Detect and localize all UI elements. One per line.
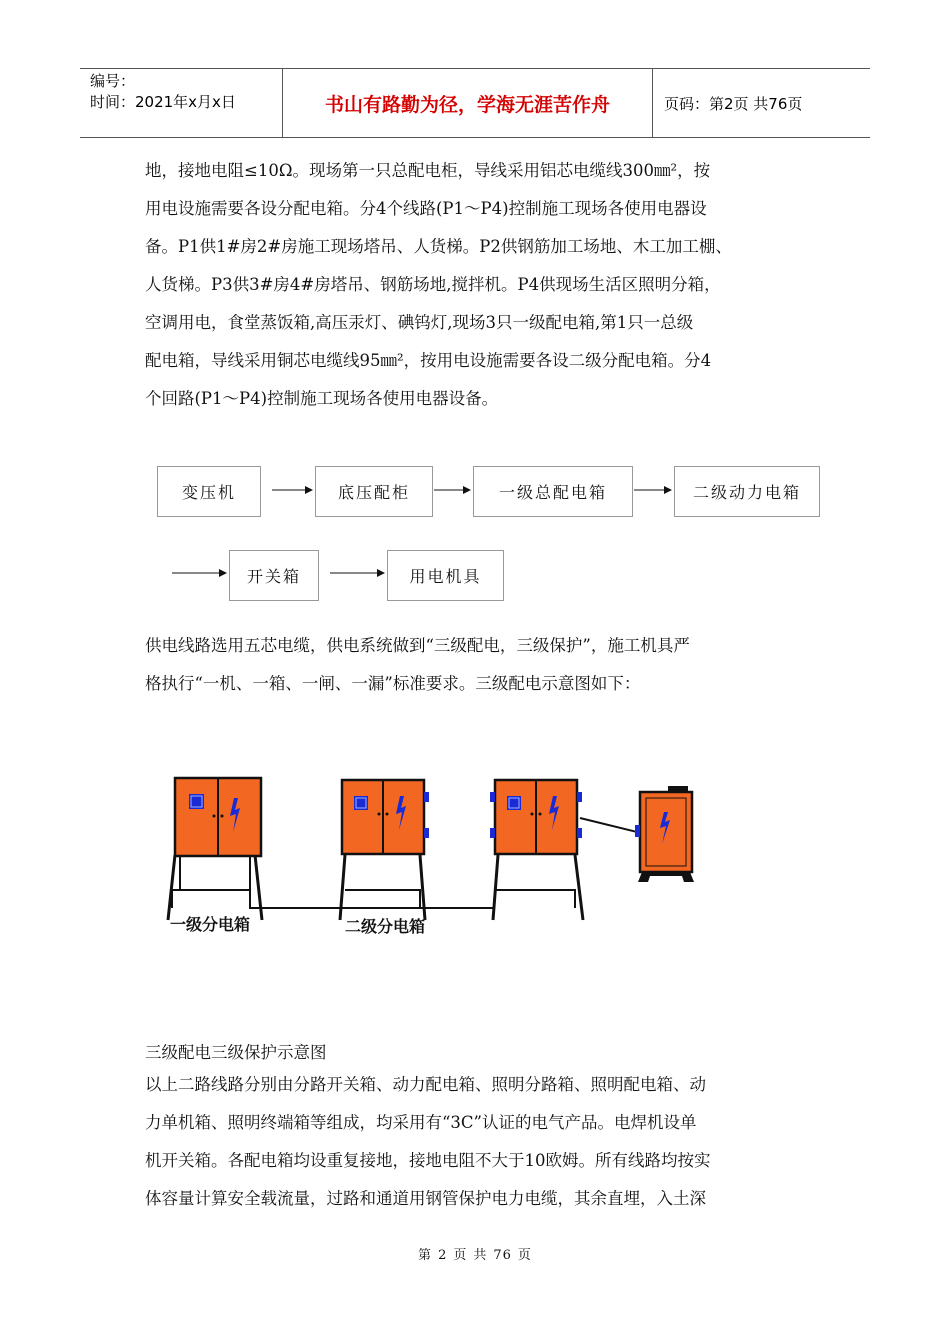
flow-box-transformer: 变压机 (157, 466, 261, 517)
text-line: 以上二路线路分别由分路开关箱、动力配电箱、照明分路箱、照明配电箱、动 (145, 1075, 706, 1094)
body-paragraph-1 (145, 152, 825, 418)
cable (580, 818, 637, 832)
body-paragraph-2 (145, 627, 825, 703)
header-page-number: 页码：第2页 共76页 (664, 94, 803, 113)
ground-cable (345, 890, 495, 908)
header-number: 编号： (90, 72, 136, 90)
distribution-illustration (150, 770, 710, 945)
flow-box-switch-box: 开关箱 (229, 550, 319, 601)
level2-box (340, 780, 429, 920)
flow-box-level2-power-box: 二级动力电箱 (674, 466, 820, 517)
text-line: 机开关箱。各配电箱均设重复接地，接地电阻不大于10欧姆。所有线路均按实 (145, 1151, 711, 1170)
header-meta (90, 71, 282, 113)
header-time: 时间：2021年x月x日 (90, 93, 236, 111)
caption-text: 三级配电三级保护示意图 (145, 1043, 327, 1062)
header-divider (652, 69, 653, 137)
text-line: 备。P1供1#房2#房施工现场塔吊、人货梯。P2供钢筋加工场地、木工加工棚、 (145, 237, 732, 256)
page-footer: 第 2 页 共 76 页 (418, 1248, 532, 1263)
flow-box-low-voltage-cabinet: 底压配柜 (315, 466, 433, 517)
text-line: 空调用电，食堂蒸饭箱,高压汞灯、碘钨灯,现场3只一级配电箱,第1只一总级 (145, 313, 694, 332)
flow-box-level1-main-box: 一级总配电箱 (473, 466, 633, 517)
text-line: 地，接地电阻≤10Ω。现场第一只总配电柜，导线采用铝芯电缆线300㎜²，按 (145, 161, 711, 180)
text-line: 体容量计算安全载流量，过路和通道用钢管保护电力电缆，其余直埋，入土深 (145, 1189, 706, 1208)
text-line: 配电箱，导线采用铜芯电缆线95㎜²，按用电设施需要各设二级分配电箱。分4 (145, 351, 712, 370)
body-paragraph-3 (145, 1066, 825, 1218)
level2-label: 二级分电箱 (345, 917, 426, 936)
level1-box (168, 778, 262, 920)
page-header (80, 68, 870, 138)
flow-box-electric-equipment: 用电机具 (387, 550, 504, 601)
text-line: 用电设施需要各设分配电箱。分4个线路(P1～P4)控制施工现场各使用电器设 (145, 199, 707, 218)
switch-box (635, 786, 694, 882)
level2-box (490, 780, 583, 920)
text-line: 供电线路选用五芯电缆，供电系统做到“三级配电，三级保护”，施工机具严 (145, 636, 690, 655)
text-line: 力单机箱、照明终端箱等组成，均采用有“3C”认证的电气产品。电焊机设单 (145, 1113, 697, 1132)
text-line: 人货梯。P3供3#房4#房塔吊、钢筋场地,搅拌机。P4供现场生活区照明分箱， (145, 275, 721, 294)
text-line: 格执行“一机、一箱、一闸、一漏”标准要求。三级配电示意图如下： (145, 674, 641, 693)
level1-label: 一级分电箱 (170, 915, 251, 934)
header-motto: 书山有路勤为径，学海无涯苦作舟 (324, 93, 610, 116)
footer-page: 2 (438, 1248, 448, 1263)
text-line: 个回路(P1～P4)控制施工现场各使用电器设备。 (145, 389, 499, 408)
footer-total: 76 (493, 1248, 512, 1263)
